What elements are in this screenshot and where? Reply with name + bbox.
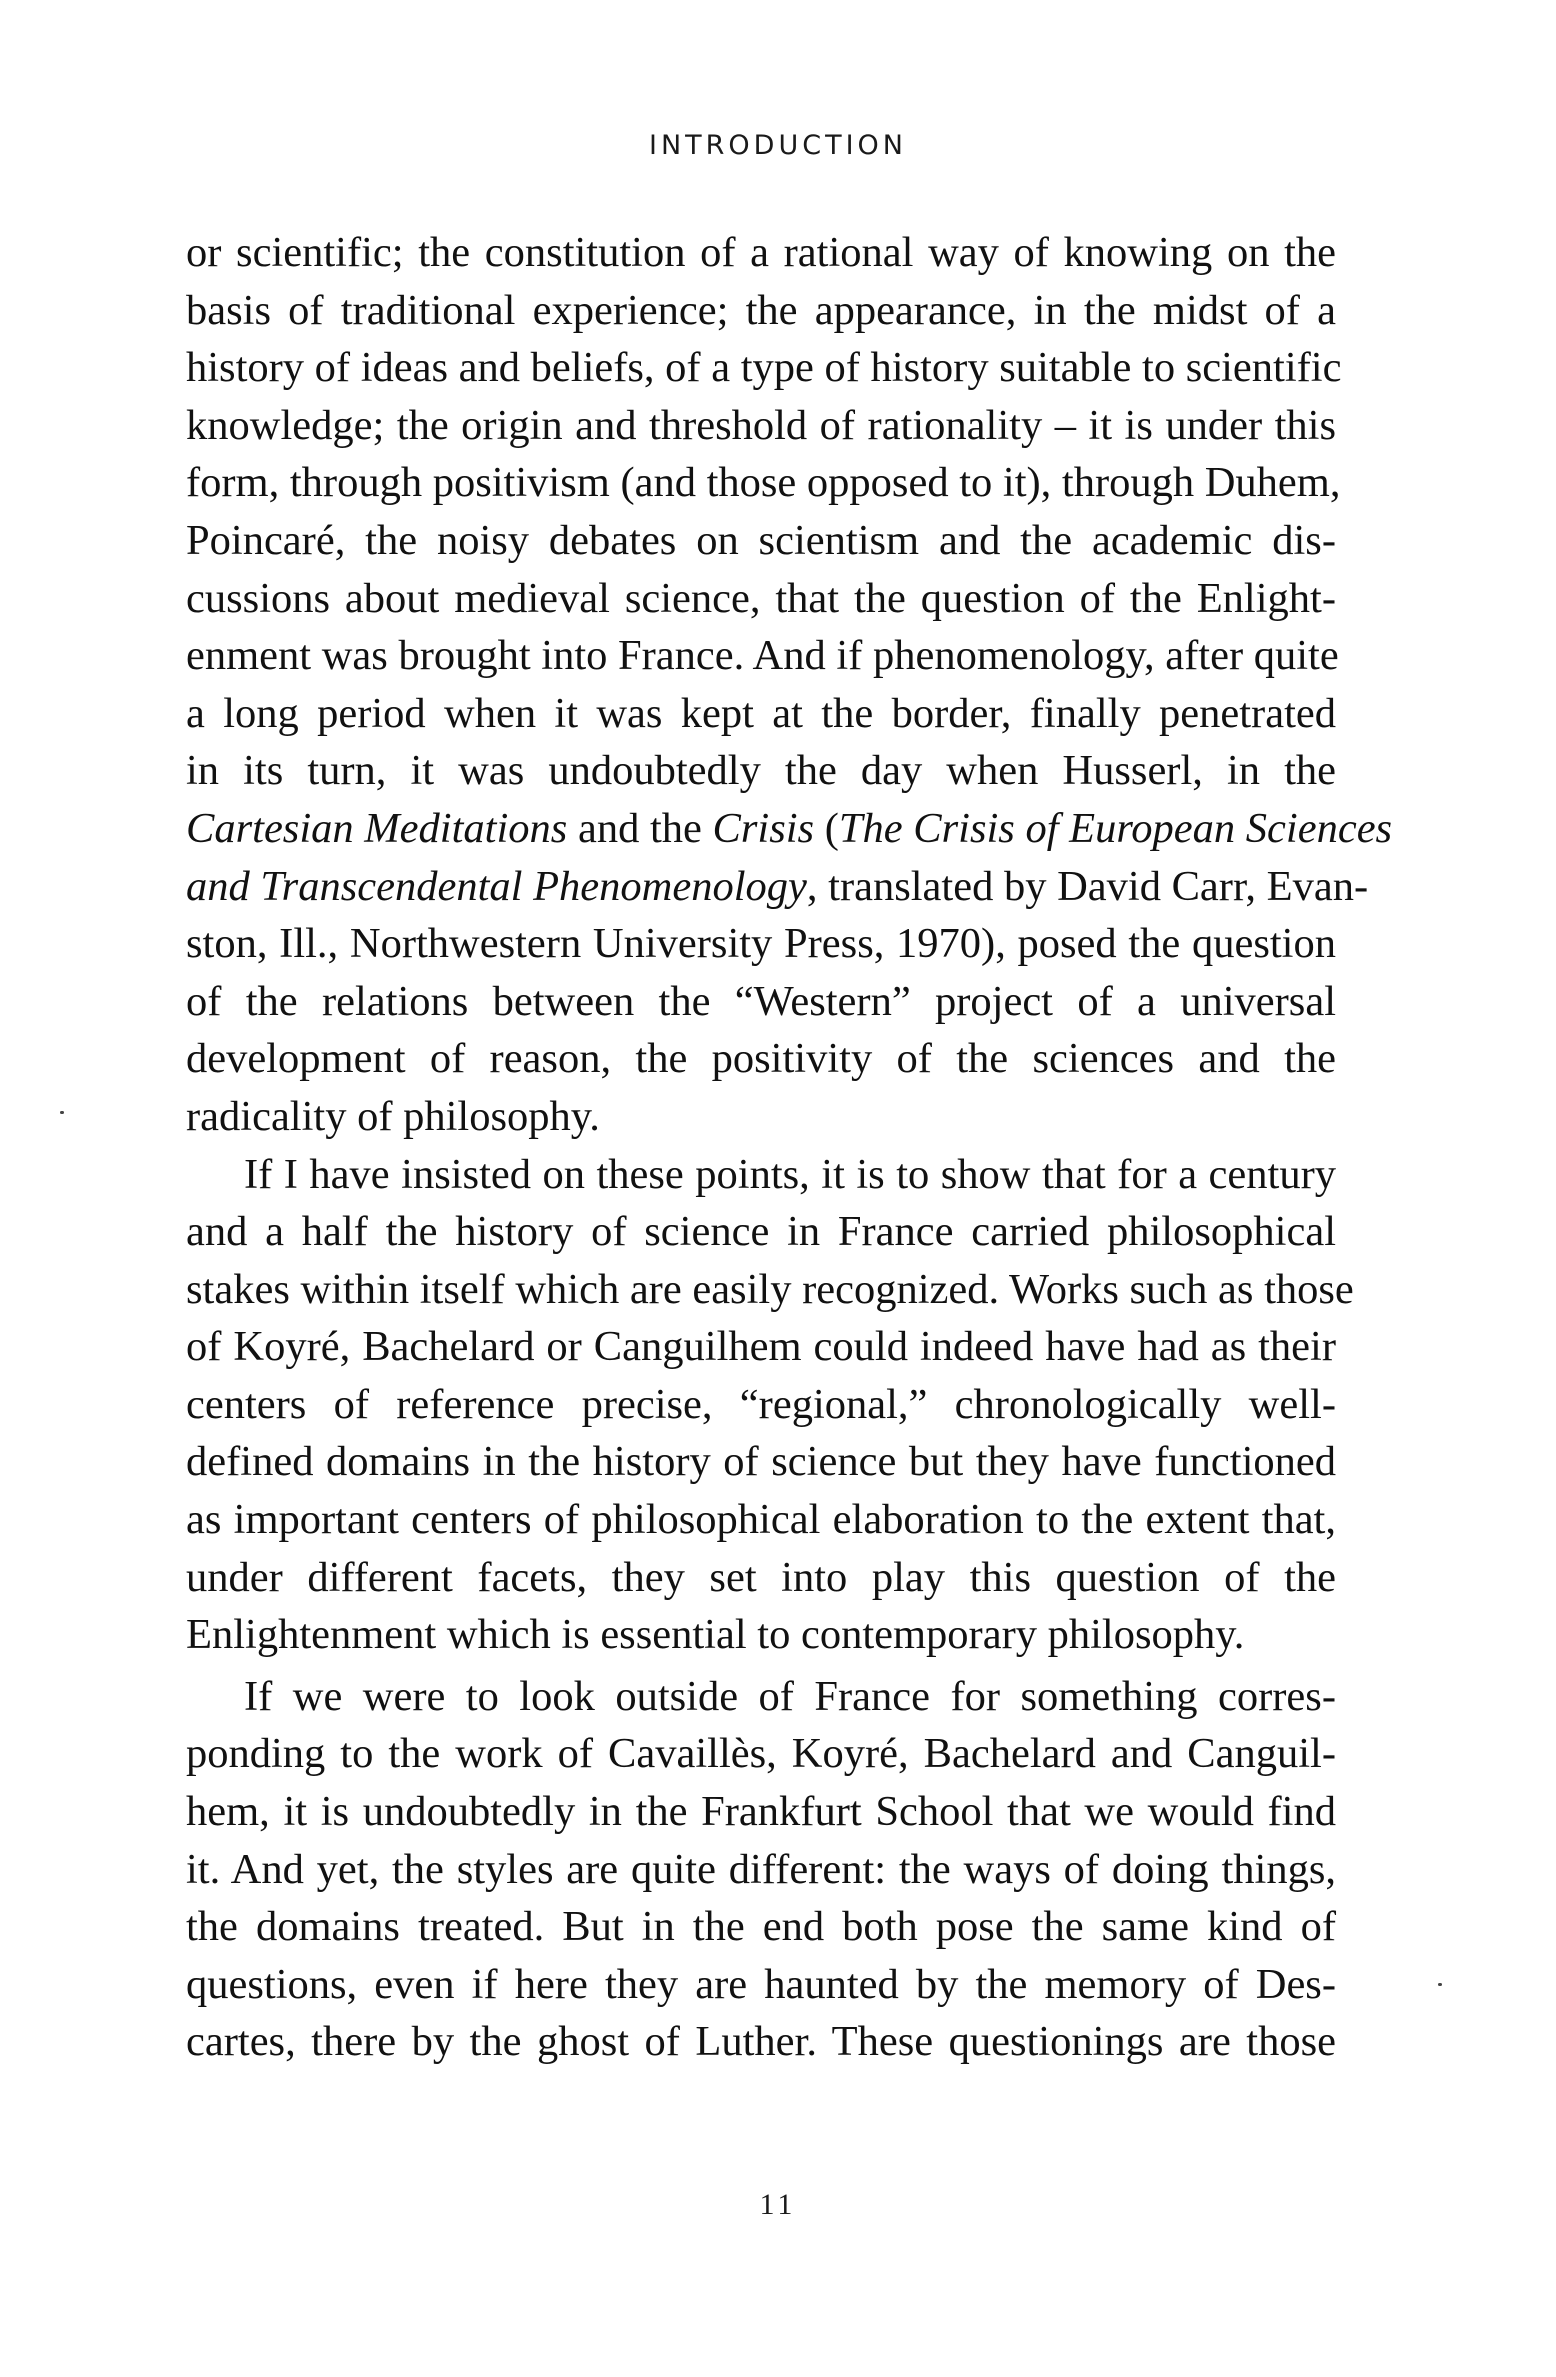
text-line: development of reason, the positivity of the sciences and the [186,1035,1336,1083]
running-head: INTRODUCTION [649,130,907,161]
margin-speck [1438,1983,1442,1986]
text-line: defined domains in the history of science but they have functioned [186,1438,1336,1486]
title-crisis-full-cont: and Transcendental Phenomenology [186,862,807,910]
text-line: of the relations between the “Western” project of a universal [186,977,1336,1025]
body-text [186,224,1393,2071]
text-line: centers of reference precise, “regional,” chronologically well- [186,1380,1336,1428]
text-line: the domains treated. But in the end both pose the same kind of [186,1903,1336,1951]
text-line: radicality of philosophy. [186,1092,600,1140]
text-line: If we were to look outside of France for something corres- [244,1672,1336,1720]
text-line: cussions about medieval science, that the question of the Enlight- [186,574,1336,622]
title-crisis-full: The Crisis of European Sciences [838,804,1393,852]
text-fragment: , translated by David Carr, Evan- [806,862,1369,910]
text-line [186,800,1393,858]
text-line: ponding to the work of Cavaillès, Koyré, Bachelard and Canguil- [186,1730,1336,1778]
text-line: of Koyré, Bachelard or Canguilhem could indeed have had as their [186,1323,1336,1371]
title-crisis: Crisis [712,804,815,852]
text-line: enment was brought into France. And if phenomenology, after quite [186,632,1339,680]
text-line: cartes, there by the ghost of Luther. These questionings are those [186,2018,1336,2066]
text-line: knowledge; the origin and threshold of rationality – it is under this [186,401,1336,449]
text-line: Enlightenment which is essential to contemporary philosophy. [186,1611,1245,1659]
paragraph-1 [186,224,1393,1146]
title-cartesian-meditations: Cartesian Meditations [186,804,568,852]
page-number: 11 [759,2188,797,2221]
paragraph-2 [186,1146,1354,1664]
text-line: hem, it is undoubtedly in the Frankfurt School that we would find [186,1788,1336,1836]
text-line: stakes within itself which are easily recognized. Works such as those [186,1265,1354,1313]
text-line: If I have insisted on these points, it is to show that for a century [244,1150,1336,1198]
text-line: as important centers of philosophical elaboration to the extent that, [186,1496,1336,1544]
paragraph-3 [186,1668,1336,2071]
text-line: history of ideas and beliefs, of a type of history suitable to scientific [186,344,1342,392]
text-line: a long period when it was kept at the border, finally penetrated [186,689,1336,737]
text-fragment: and the [567,804,713,852]
text-line [186,858,1369,916]
text-line: ston, Ill., Northwestern University Press, 1970), posed the question [186,920,1336,968]
text-line: it. And yet, the styles are quite different: the ways of doing things, [186,1845,1336,1893]
text-line: basis of traditional experience; the appearance, in the midst of a [186,286,1336,334]
text-line: under different facets, they set into play this question of the [186,1553,1336,1601]
margin-speck [60,1111,64,1114]
text-line: questions, even if here they are haunted by the memory of Des- [186,1960,1336,2008]
text-line: Poincaré, the noisy debates on scientism and the academic dis- [186,516,1336,564]
text-line: and a half the history of science in France carried philosophical [186,1208,1336,1256]
text-line: form, through positivism (and those opposed to it), through Duhem, [186,459,1341,507]
text-fragment: ( [814,804,839,852]
text-line: or scientific; the constitution of a rational way of knowing on the [186,229,1336,276]
text-line: in its turn, it was undoubtedly the day when Husserl, in the [186,747,1336,795]
